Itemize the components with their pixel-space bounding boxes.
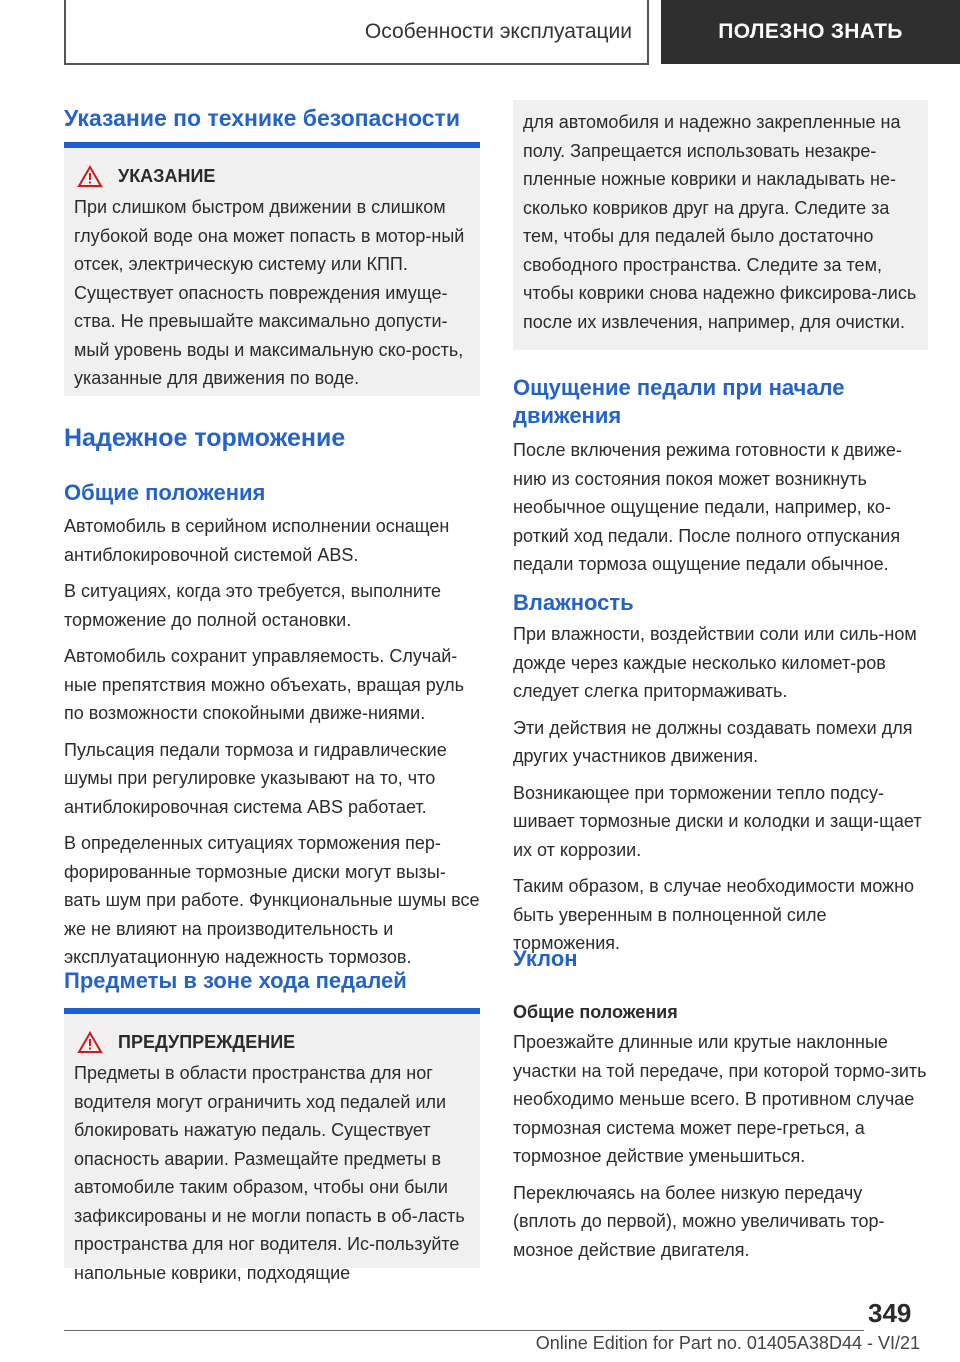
warning-box-label: ПРЕДУПРЕЖДЕНИЕ bbox=[118, 1032, 296, 1052]
header-section-title: Особенности эксплуатации bbox=[364, 19, 632, 43]
moisture-paragraph: Эти действия не должны создавать помехи для других участников движения. bbox=[513, 717, 913, 766]
slope-paragraph: Переключаясь на более низкую передачу (вплоть до первой), можно увеличивать тор-мозное действие двигателя. bbox=[513, 1182, 885, 1260]
pedal-heading: Предметы в зоне хода педалей bbox=[64, 968, 407, 993]
general-paragraph: В ситуациях, когда это требуется, выполните торможение до полной остановки. bbox=[64, 581, 442, 630]
braking-heading: Надежное торможение bbox=[64, 424, 346, 452]
general-paragraph: Автомобиль сохранит управляемость. Случай-ные препятствия можно объехать, вращая руль по возможности спокойными движе-ниями. bbox=[64, 646, 465, 723]
header-border-bottom bbox=[64, 63, 649, 65]
footer-edition: Online Edition for Part no. 01405A38D44 - VI/21 bbox=[535, 1333, 920, 1353]
slope-text bbox=[513, 1028, 928, 1264]
note-box-label: УКАЗАНИЕ bbox=[118, 166, 216, 186]
note-box-text: При слишком быстром движении в слишком глубокой воде она может попасть в мотор-ный отсек, электрическую систему или КПП. Существует опасность повреждения имуще-ства. Не превышайте максимально допусти-мый уровень воды и максимальную ско-рость, указанные для движения по воде. bbox=[74, 197, 465, 388]
pedal-feel-heading: Ощущение педали при начале движения bbox=[513, 375, 845, 428]
warning-continued-text: для автомобиля и надежно закрепленные на полу. Запрещается использовать незакре-пленные ножные коврики и накладывать не-сколько ковриков друг на друга. Следите за тем, чтобы для педалей было достаточно свободного пространства. Следите за тем, чтобы коврики снова надежно фиксирова-лись после их извлечения, например, для очистки. bbox=[523, 112, 917, 332]
general-paragraph: Пульсация педали тормоза и гидравлические шумы при регулировке указывают на то, что антиблокировочная система ABS работает. bbox=[64, 739, 447, 817]
header-border-mid bbox=[647, 0, 649, 64]
warning-box-continued bbox=[513, 100, 928, 350]
safety-heading: Указание по технике безопасности bbox=[64, 105, 460, 131]
footer-rule bbox=[64, 1330, 864, 1331]
moisture-paragraph: Таким образом, в случае необходимости можно быть уверенным в полноценной силе торможения. bbox=[513, 876, 915, 953]
page-number: 349 bbox=[868, 1298, 912, 1328]
slope-paragraph: Проезжайте длинные или крутые наклонные участки на той передаче, при которой тормо-зить необходимо меньше всего. В противном случае тормозная система может пере-греться, а тормозное действие уменьшиться. bbox=[513, 1032, 927, 1166]
warning-box-title bbox=[78, 1032, 470, 1053]
general-paragraph: В определенных ситуациях торможения пер-форированные тормозные диски могут вызы-вать шум при работе. Функциональные шумы все же не влияют на производительность и эксплуатационную надежность тормозов. bbox=[64, 833, 480, 967]
warning-box-text: Предметы в области пространства для ног водителя могут ограничить ход педалей или блокировать нажатую педаль. Существует опасность аварии. Размещайте предметы в автомобиле таким образом, чтобы они были зафиксированы и не могли попасть в об-ласть пространства для ног водителя. Ис-пользуйте напольные коврики, подходящие bbox=[74, 1063, 465, 1283]
warning-triangle-icon bbox=[78, 1032, 102, 1053]
header-chapter-tab: ПОЛЕЗНО ЗНАТЬ bbox=[661, 0, 960, 64]
general-heading: Общие положения bbox=[64, 480, 266, 505]
warning-triangle-icon bbox=[78, 166, 102, 187]
note-box bbox=[64, 148, 480, 396]
slope-subheading: Общие положения bbox=[513, 1002, 678, 1022]
moisture-heading: Влажность bbox=[513, 590, 634, 615]
warning-box bbox=[64, 1014, 480, 1283]
general-text bbox=[64, 512, 480, 972]
moisture-text bbox=[513, 620, 928, 958]
slope-heading: Уклон bbox=[513, 946, 578, 971]
general-paragraph: Автомобиль в серийном исполнении оснащен антиблокировочной системой ABS. bbox=[64, 516, 450, 565]
moisture-paragraph: При влажности, воздействии соли или силь-ном дожде через каждые несколько километ-ров следует слегка притормаживать. bbox=[513, 624, 917, 701]
moisture-paragraph: Возникающее при торможении тепло подсу-шивает тормозные диски и колодки и защи-щает их от коррозии. bbox=[513, 782, 922, 860]
pedal-feel-text: После включения режима готовности к движе-нию из состояния покоя может возникнуть необычное ощущение педали, например, ко-роткий ход педали. После полного отпускания педали тормоза ощущение педали обычное. bbox=[513, 440, 902, 574]
note-box-title bbox=[78, 166, 470, 187]
